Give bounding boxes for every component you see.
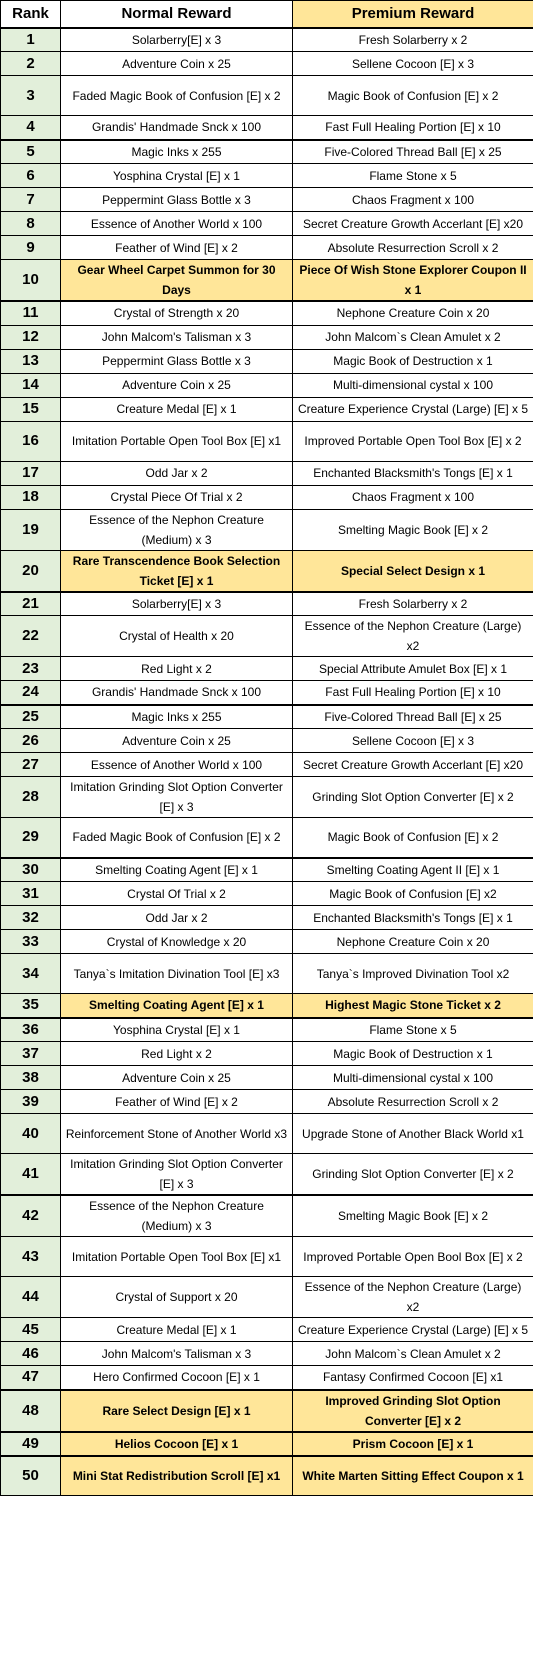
premium-reward-cell: Creature Experience Crystal (Large) [E] x 5 — [293, 397, 533, 421]
table-row — [1, 1042, 533, 1066]
table-row — [1, 1114, 533, 1154]
reward-rows — [1, 28, 533, 1496]
premium-reward-cell: Five-Colored Thread Ball [E] x 25 — [293, 705, 533, 729]
normal-reward-cell: Imitation Grinding Slot Option Converter [E] x 3 — [61, 777, 293, 818]
normal-reward-cell: Crystal of Knowledge x 20 — [61, 930, 293, 954]
normal-reward-cell: Grandis' Handmade Snck x 100 — [61, 116, 293, 140]
normal-reward-cell: Crystal of Strength x 20 — [61, 301, 293, 325]
table-row — [1, 753, 533, 777]
premium-reward-cell: Essence of the Nephon Creature (Large) x2 — [293, 1277, 533, 1318]
table-row — [1, 421, 533, 461]
rank-cell: 18 — [1, 485, 61, 509]
rank-cell: 34 — [1, 954, 61, 994]
table-row — [1, 28, 533, 52]
premium-reward-cell: Fast Full Healing Portion [E] x 10 — [293, 681, 533, 705]
rank-cell: 28 — [1, 777, 61, 818]
rank-cell: 42 — [1, 1195, 61, 1237]
rank-cell: 13 — [1, 349, 61, 373]
table-row — [1, 818, 533, 858]
table-row — [1, 509, 533, 550]
rank-cell: 31 — [1, 882, 61, 906]
rank-cell: 44 — [1, 1277, 61, 1318]
premium-reward-cell: Nephone Creature Coin x 20 — [293, 301, 533, 325]
normal-reward-cell: John Malcom's Talisman x 3 — [61, 1342, 293, 1366]
table-row — [1, 994, 533, 1018]
normal-reward-cell: Adventure Coin x 25 — [61, 373, 293, 397]
normal-reward-cell: Rare Select Design [E] x 1 — [61, 1390, 293, 1432]
rank-cell: 19 — [1, 509, 61, 550]
table-row — [1, 882, 533, 906]
normal-reward-cell: Odd Jar x 2 — [61, 461, 293, 485]
rank-cell: 1 — [1, 28, 61, 52]
premium-reward-cell: Secret Creature Growth Accerlant [E] x20 — [293, 753, 533, 777]
premium-reward-cell: Nephone Creature Coin x 20 — [293, 930, 533, 954]
normal-reward-cell: Smelting Coating Agent [E] x 1 — [61, 858, 293, 882]
rank-cell: 50 — [1, 1456, 61, 1496]
normal-reward-cell: Grandis' Handmade Snck x 100 — [61, 681, 293, 705]
table-row — [1, 301, 533, 325]
table-row — [1, 373, 533, 397]
premium-reward-cell: Special Select Design x 1 — [293, 550, 533, 592]
normal-reward-cell: Imitation Grinding Slot Option Converter [E] x 3 — [61, 1154, 293, 1196]
table-row — [1, 930, 533, 954]
rank-cell: 27 — [1, 753, 61, 777]
normal-reward-cell: Essence of the Nephon Creature (Medium) x 3 — [61, 509, 293, 550]
premium-reward-cell: Enchanted Blacksmith's Tongs [E] x 1 — [293, 906, 533, 930]
rank-cell: 48 — [1, 1390, 61, 1432]
table-row — [1, 1277, 533, 1318]
table-row — [1, 461, 533, 485]
table-row — [1, 397, 533, 421]
normal-reward-cell: Solarberry[E] x 3 — [61, 28, 293, 52]
premium-reward-cell: Chaos Fragment x 100 — [293, 485, 533, 509]
table-row — [1, 1390, 533, 1432]
premium-reward-cell: Absolute Resurrection Scroll x 2 — [293, 236, 533, 260]
premium-reward-cell: Multi-dimensional cystal x 100 — [293, 373, 533, 397]
normal-reward-cell: Crystal Of Trial x 2 — [61, 882, 293, 906]
premium-reward-cell: Enchanted Blacksmith's Tongs [E] x 1 — [293, 461, 533, 485]
rank-cell: 39 — [1, 1090, 61, 1114]
table-row — [1, 1018, 533, 1042]
rank-cell: 3 — [1, 76, 61, 116]
rank-cell: 15 — [1, 397, 61, 421]
rank-cell: 36 — [1, 1018, 61, 1042]
table-row — [1, 116, 533, 140]
premium-reward-cell: Five-Colored Thread Ball [E] x 25 — [293, 140, 533, 164]
table-row — [1, 1195, 533, 1237]
premium-reward-cell: Improved Portable Open Tool Box [E] x 2 — [293, 421, 533, 461]
premium-reward-cell: Fresh Solarberry x 2 — [293, 592, 533, 616]
table-row — [1, 1237, 533, 1277]
rank-cell: 20 — [1, 550, 61, 592]
table-row — [1, 1456, 533, 1496]
table-row — [1, 1066, 533, 1090]
table-row — [1, 550, 533, 592]
normal-reward-cell: Essence of Another World x 100 — [61, 212, 293, 236]
premium-reward-cell: Piece Of Wish Stone Explorer Coupon II x 1 — [293, 260, 533, 302]
rank-cell: 10 — [1, 260, 61, 302]
premium-reward-cell: Magic Book of Confusion [E] x2 — [293, 882, 533, 906]
rank-cell: 41 — [1, 1154, 61, 1196]
rank-cell: 47 — [1, 1366, 61, 1390]
premium-reward-cell: Tanya`s Improved Divination Tool x2 — [293, 954, 533, 994]
table-row — [1, 858, 533, 882]
rank-header: Rank — [1, 1, 61, 28]
table-row — [1, 52, 533, 76]
rank-cell: 25 — [1, 705, 61, 729]
rank-cell: 8 — [1, 212, 61, 236]
rank-cell: 45 — [1, 1318, 61, 1342]
normal-reward-cell: Creature Medal [E] x 1 — [61, 397, 293, 421]
normal-reward-cell: Adventure Coin x 25 — [61, 729, 293, 753]
normal-reward-cell: Peppermint Glass Bottle x 3 — [61, 349, 293, 373]
normal-reward-cell: Faded Magic Book of Confusion [E] x 2 — [61, 818, 293, 858]
premium-reward-cell: Magic Book of Destruction x 1 — [293, 1042, 533, 1066]
rank-cell: 35 — [1, 994, 61, 1018]
rank-cell: 46 — [1, 1342, 61, 1366]
normal-reward-cell: Adventure Coin x 25 — [61, 1066, 293, 1090]
normal-reward-cell: Red Light x 2 — [61, 657, 293, 681]
normal-reward-cell: Hero Confirmed Cocoon [E] x 1 — [61, 1366, 293, 1390]
premium-reward-cell: Smelting Magic Book [E] x 2 — [293, 1195, 533, 1237]
normal-reward-cell: Crystal Piece Of Trial x 2 — [61, 485, 293, 509]
premium-reward-cell: Chaos Fragment x 100 — [293, 188, 533, 212]
rank-cell: 21 — [1, 592, 61, 616]
rank-cell: 33 — [1, 930, 61, 954]
table-row — [1, 681, 533, 705]
normal-reward-cell: Essence of Another World x 100 — [61, 753, 293, 777]
premium-reward-cell: John Malcom`s Clean Amulet x 2 — [293, 325, 533, 349]
normal-reward-cell: Red Light x 2 — [61, 1042, 293, 1066]
table-row — [1, 349, 533, 373]
rank-cell: 6 — [1, 164, 61, 188]
rank-cell: 11 — [1, 301, 61, 325]
rank-cell: 4 — [1, 116, 61, 140]
rank-cell: 12 — [1, 325, 61, 349]
premium-reward-cell: Flame Stone x 5 — [293, 1018, 533, 1042]
premium-reward-cell: Magic Book of Confusion [E] x 2 — [293, 76, 533, 116]
premium-reward-cell: Grinding Slot Option Converter [E] x 2 — [293, 777, 533, 818]
table-row — [1, 729, 533, 753]
premium-reward-cell: Multi-dimensional cystal x 100 — [293, 1066, 533, 1090]
rank-cell: 26 — [1, 729, 61, 753]
premium-reward-cell: Improved Grinding Slot Option Converter [E] x 2 — [293, 1390, 533, 1432]
rank-cell: 22 — [1, 616, 61, 657]
normal-reward-cell: Gear Wheel Carpet Summon for 30 Days — [61, 260, 293, 302]
table-row — [1, 906, 533, 930]
premium-reward-cell: Special Attribute Amulet Box [E] x 1 — [293, 657, 533, 681]
premium-reward-cell: Sellene Cocoon [E] x 3 — [293, 729, 533, 753]
premium-reward-cell: Absolute Resurrection Scroll x 2 — [293, 1090, 533, 1114]
normal-reward-cell: Feather of Wind [E] x 2 — [61, 1090, 293, 1114]
table-row — [1, 592, 533, 616]
table-row — [1, 236, 533, 260]
normal-reward-cell: Creature Medal [E] x 1 — [61, 1318, 293, 1342]
premium-reward-cell: Flame Stone x 5 — [293, 164, 533, 188]
premium-reward-cell: Magic Book of Destruction x 1 — [293, 349, 533, 373]
table-row — [1, 485, 533, 509]
normal-reward-cell: Yosphina Crystal [E] x 1 — [61, 164, 293, 188]
normal-reward-cell: Peppermint Glass Bottle x 3 — [61, 188, 293, 212]
premium-reward-cell: Smelting Magic Book [E] x 2 — [293, 509, 533, 550]
rank-cell: 38 — [1, 1066, 61, 1090]
normal-reward-cell: Mini Stat Redistribution Scroll [E] x1 — [61, 1456, 293, 1496]
table-row — [1, 1366, 533, 1390]
normal-reward-cell: Smelting Coating Agent [E] x 1 — [61, 994, 293, 1018]
table-row — [1, 1432, 533, 1456]
premium-reward-cell: Sellene Cocoon [E] x 3 — [293, 52, 533, 76]
rank-cell: 16 — [1, 421, 61, 461]
normal-reward-cell: Helios Cocoon [E] x 1 — [61, 1432, 293, 1456]
normal-reward-cell: Reinforcement Stone of Another World x3 — [61, 1114, 293, 1154]
rank-cell: 9 — [1, 236, 61, 260]
rank-cell: 29 — [1, 818, 61, 858]
normal-reward-cell: Imitation Portable Open Tool Box [E] x1 — [61, 1237, 293, 1277]
normal-reward-cell: Magic Inks x 255 — [61, 140, 293, 164]
premium-reward-cell: Magic Book of Confusion [E] x 2 — [293, 818, 533, 858]
premium-reward-cell: Grinding Slot Option Converter [E] x 2 — [293, 1154, 533, 1196]
normal-reward-cell: Imitation Portable Open Tool Box [E] x1 — [61, 421, 293, 461]
premium-reward-cell: Essence of the Nephon Creature (Large) x2 — [293, 616, 533, 657]
premium-reward-cell: Upgrade Stone of Another Black World x1 — [293, 1114, 533, 1154]
premium-reward-cell: White Marten Sitting Effect Coupon x 1 — [293, 1456, 533, 1496]
table-row — [1, 76, 533, 116]
premium-reward-cell: Fantasy Confirmed Cocoon [E] x1 — [293, 1366, 533, 1390]
normal-reward-cell: Magic Inks x 255 — [61, 705, 293, 729]
premium-reward-header: Premium Reward — [293, 1, 533, 28]
normal-reward-cell: John Malcom's Talisman x 3 — [61, 325, 293, 349]
table-row — [1, 705, 533, 729]
normal-reward-cell: Crystal of Support x 20 — [61, 1277, 293, 1318]
rank-cell: 37 — [1, 1042, 61, 1066]
premium-reward-cell: Secret Creature Growth Accerlant [E] x20 — [293, 212, 533, 236]
premium-reward-cell: Fast Full Healing Portion [E] x 10 — [293, 116, 533, 140]
rank-cell: 17 — [1, 461, 61, 485]
rank-cell: 14 — [1, 373, 61, 397]
premium-reward-cell: Fresh Solarberry x 2 — [293, 28, 533, 52]
normal-reward-cell: Faded Magic Book of Confusion [E] x 2 — [61, 76, 293, 116]
table-row — [1, 212, 533, 236]
premium-reward-cell: Creature Experience Crystal (Large) [E] x 5 — [293, 1318, 533, 1342]
table-row — [1, 1342, 533, 1366]
table-row — [1, 954, 533, 994]
header-row — [1, 1, 533, 28]
table-row — [1, 1154, 533, 1196]
rank-cell: 49 — [1, 1432, 61, 1456]
rank-cell: 23 — [1, 657, 61, 681]
premium-reward-cell: Improved Portable Open Bool Box [E] x 2 — [293, 1237, 533, 1277]
normal-reward-cell: Feather of Wind [E] x 2 — [61, 236, 293, 260]
table-row — [1, 140, 533, 164]
rank-cell: 32 — [1, 906, 61, 930]
rank-cell: 2 — [1, 52, 61, 76]
premium-reward-cell: Prism Cocoon [E] x 1 — [293, 1432, 533, 1456]
normal-reward-cell: Odd Jar x 2 — [61, 906, 293, 930]
table-row — [1, 164, 533, 188]
rank-cell: 24 — [1, 681, 61, 705]
normal-reward-cell: Adventure Coin x 25 — [61, 52, 293, 76]
normal-reward-cell: Rare Transcendence Book Selection Ticket [E] x 1 — [61, 550, 293, 592]
rank-cell: 7 — [1, 188, 61, 212]
table-row — [1, 616, 533, 657]
normal-reward-cell: Essence of the Nephon Creature (Medium) x 3 — [61, 1195, 293, 1237]
table-row — [1, 777, 533, 818]
normal-reward-cell: Crystal of Health x 20 — [61, 616, 293, 657]
rank-cell: 5 — [1, 140, 61, 164]
premium-reward-cell: Highest Magic Stone Ticket x 2 — [293, 994, 533, 1018]
normal-reward-cell: Yosphina Crystal [E] x 1 — [61, 1018, 293, 1042]
table-row — [1, 260, 533, 302]
table-row — [1, 325, 533, 349]
table-row — [1, 1318, 533, 1342]
rank-cell: 43 — [1, 1237, 61, 1277]
premium-reward-cell: Smelting Coating Agent II [E] x 1 — [293, 858, 533, 882]
normal-reward-cell: Tanya`s Imitation Divination Tool [E] x3 — [61, 954, 293, 994]
rank-cell: 40 — [1, 1114, 61, 1154]
premium-reward-cell: John Malcom`s Clean Amulet x 2 — [293, 1342, 533, 1366]
table-row — [1, 657, 533, 681]
table-row — [1, 1090, 533, 1114]
rank-cell: 30 — [1, 858, 61, 882]
table-row — [1, 188, 533, 212]
normal-reward-cell: Solarberry[E] x 3 — [61, 592, 293, 616]
normal-reward-header: Normal Reward — [61, 1, 293, 28]
